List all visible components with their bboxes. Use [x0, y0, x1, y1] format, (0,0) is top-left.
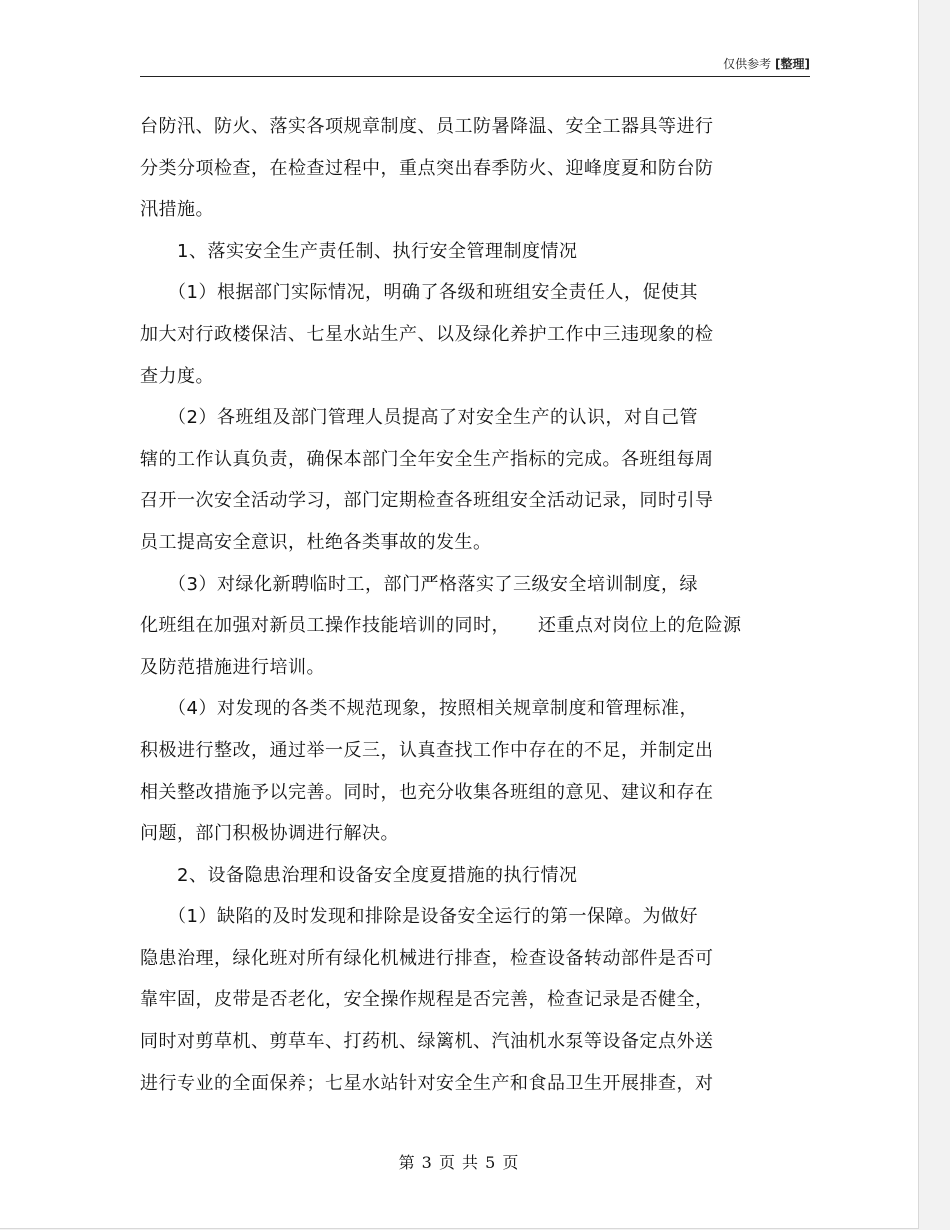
text-line: 同时对剪草机、剪草车、打药机、绿篱机、汽油机水泵等设备定点外送: [140, 1031, 714, 1053]
page-header: [140, 52, 810, 77]
text-line: 召开一次安全活动学习，部门定期检查各班组安全活动记录，同时引导: [140, 490, 714, 512]
text-line: （2）各班组及部门管理人员提高了对安全生产的认识，对自己管: [140, 407, 698, 429]
text-line: 及防范措施进行培训。: [140, 656, 325, 678]
text-line: （1）缺陷的及时发现和排除是设备安全运行的第一保障。为做好: [140, 906, 698, 928]
text-line: 汛措施。: [140, 199, 214, 221]
text-line: 问题，部门积极协调进行解决。: [140, 823, 399, 845]
text-line: 员工提高安全意识，杜绝各类事故的发生。: [140, 531, 492, 553]
text-line: （4）对发现的各类不规范现象，按照相关规章制度和管理标准，: [140, 698, 698, 720]
text-line: 进行专业的全面保养；七星水站针对安全生产和食品卫生开展排查，对: [140, 1072, 714, 1094]
text-line: 2、设备隐患治理和设备安全度夏措施的执行情况: [140, 864, 578, 886]
text-line: （3）对绿化新聘临时工，部门严格落实了三级安全培训制度，绿: [140, 573, 698, 595]
text-line: 分类分项检查，在检查过程中，重点突出春季防火、迎峰度夏和防台防: [140, 157, 714, 179]
text-line: 查力度。: [140, 365, 214, 387]
text-line: 隐患治理，绿化班对所有绿化机械进行排查，检查设备转动部件是否可: [140, 947, 714, 969]
text-line: 1、落实安全生产责任制、执行安全管理制度情况: [140, 240, 578, 262]
text-line: 化班组在加强对新员工操作技能培训的同时， 还重点对岗位上的危险源: [140, 615, 742, 637]
header-tag: [整理]: [775, 57, 810, 71]
text-line: 台防汛、防火、落实各项规章制度、员工防暑降温、安全工器具等进行: [140, 116, 714, 137]
text-line: 辖的工作认真负责，确保本部门全年安全生产指标的完成。各班组每周: [140, 448, 714, 470]
page-footer: 第 3 页 共 5 页: [398, 1153, 520, 1172]
text-line: 相关整改措施予以完善。同时，也充分收集各班组的意见、建议和存在: [140, 781, 714, 803]
text-line: （1）根据部门实际情况，明确了各级和班组安全责任人，促使其: [140, 282, 698, 304]
text-line: 加大对行政楼保洁、七星水站生产、以及绿化养护工作中三违现象的检: [140, 323, 714, 345]
header-note: 仅供参考: [723, 57, 772, 71]
body-text: [140, 106, 820, 1104]
text-line: 积极进行整改，通过举一反三，认真查找工作中存在的不足，并制定出: [140, 739, 714, 761]
text-line: 靠牢固，皮带是否老化，安全操作规程是否完善，检查记录是否健全，: [140, 989, 714, 1011]
